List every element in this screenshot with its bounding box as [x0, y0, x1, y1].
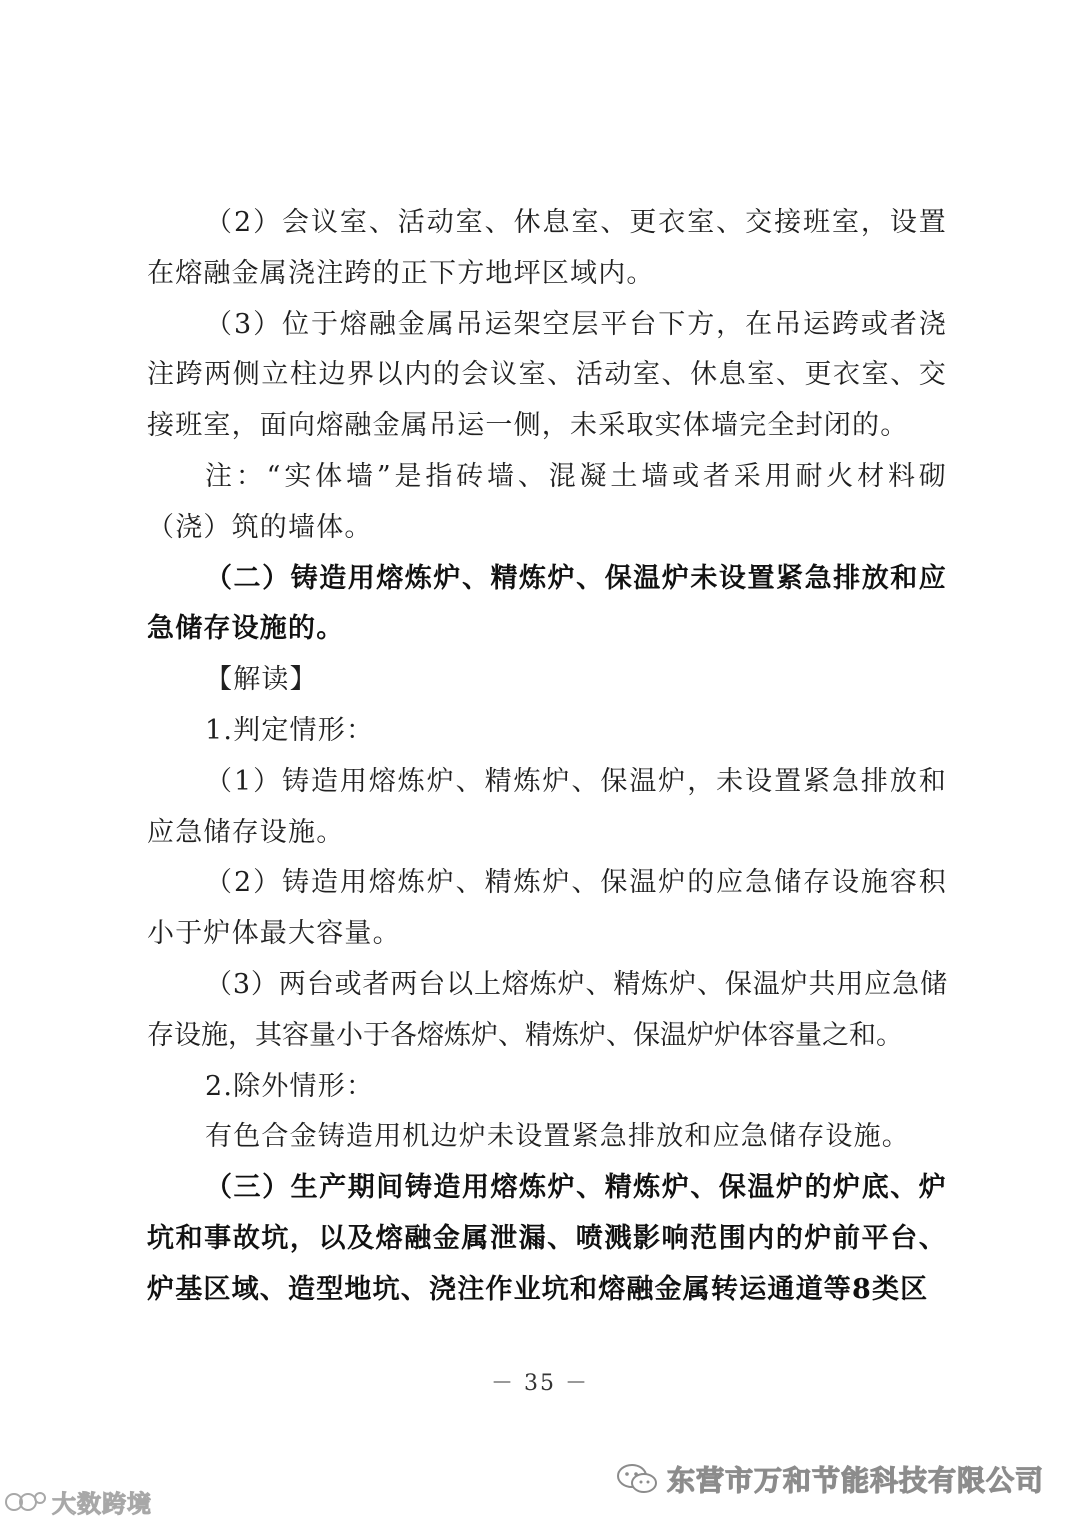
paragraph-item-3: （3）位于熔融金属吊运架空层平台下方，在吊运跨或者浇注跨两侧立柱边界以内的会议室、活动室、休息室、更衣室、交接班室，面向熔融金属吊运一侧，未采取实体墙完全封闭的。 [147, 308, 947, 442]
paragraph-item-2: （2）会议室、活动室、休息室、更衣室、交接班室，设置在熔融金属浇注跨的正下方地坪区域内。 [147, 207, 947, 289]
exclusion-heading: 2.除外情形： [205, 1070, 375, 1102]
criteria-item-1: （1）铸造用熔炼炉、精炼炉、保温炉，未设置紧急排放和应急储存设施。 [147, 765, 947, 848]
page-number: － 35 － [491, 1371, 589, 1396]
criteria-item-3: （3）两台或者两台以上熔炼炉、精炼炉、保温炉共用应急储存设施，其容量小于各熔炼炉、精炼炉、保温炉炉体容量之和。 [147, 968, 947, 1051]
section-heading-3: （三）生产期间铸造用熔炼炉、精炼炉、保温炉的炉底、炉坑和事故坑，以及熔融金属泄漏、喷溅影响范围内的炉前平台、炉基区域、造型地坑、浇注作业坑和熔融金属转运通道等8类区 [147, 1172, 947, 1305]
brand-watermark [4, 1484, 152, 1519]
wechat-icon [615, 1461, 659, 1497]
note-paragraph: 注：“实体墙”是指砖墙、混凝土墙或者采用耐火材料砌（浇）筑的墙体。 [147, 460, 947, 543]
interpretation-heading: 【解读】 [205, 664, 318, 696]
brand-watermark-text: 大数跨境 [52, 1490, 152, 1518]
company-watermark-text: 东营市万和节能科技有限公司 [666, 1464, 1044, 1497]
document-body [147, 198, 947, 1316]
company-watermark [615, 1459, 1044, 1499]
criteria-item-2: （2）铸造用熔炼炉、精炼炉、保温炉的应急储存设施容积小于炉体最大容量。 [147, 867, 947, 950]
exclusion-item: 有色合金铸造用机边炉未设置紧急排放和应急储存设施。 [205, 1121, 910, 1153]
criteria-heading: 1.判定情形： [205, 714, 375, 746]
brand-logo-icon [4, 1487, 48, 1517]
section-heading-2: （二）铸造用熔炼炉、精炼炉、保温炉未设置紧急排放和应急储存设施的。 [147, 562, 947, 645]
